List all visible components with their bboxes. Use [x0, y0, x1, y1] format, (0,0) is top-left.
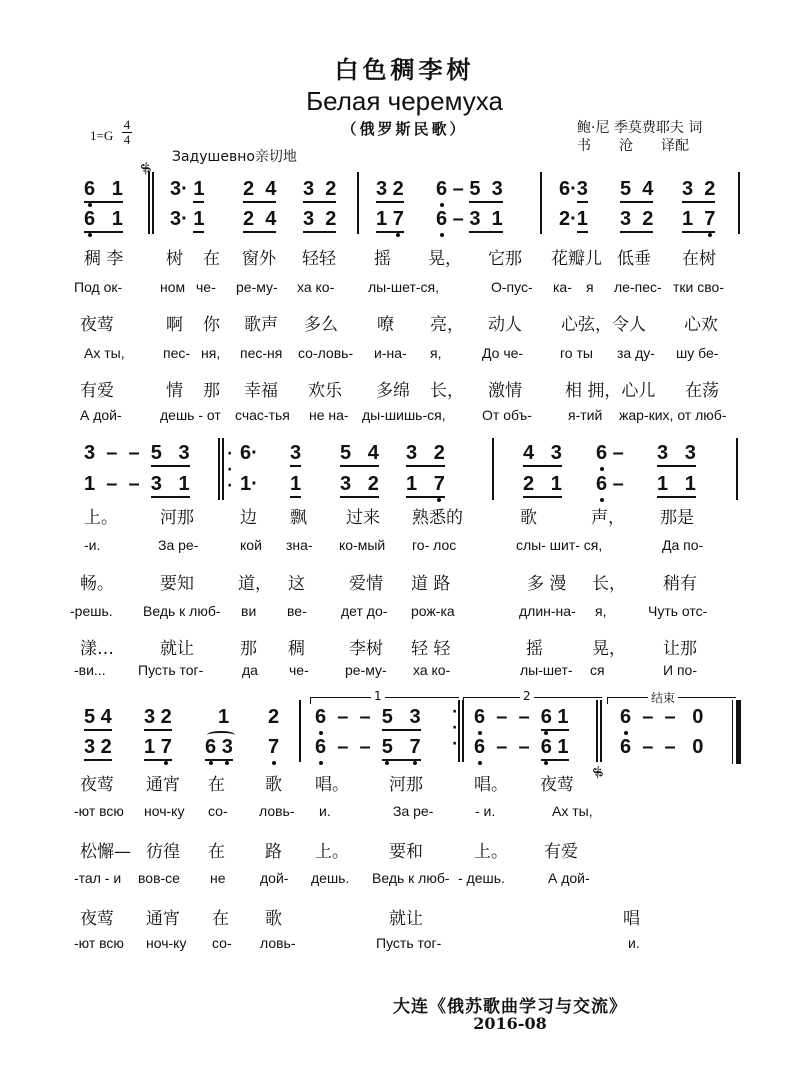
note-group: 6 –	[596, 473, 624, 495]
lyric-ru: я-тий	[568, 407, 603, 423]
lyric-ru: Ах ты,	[84, 345, 125, 361]
note-group: 2·1	[559, 208, 588, 231]
lyric-ru: ды-шишь-ся,	[362, 407, 446, 423]
lyric-ru: счас-тья	[235, 407, 290, 423]
lyric-ru: Да по-	[662, 537, 704, 553]
note-group: 2 1	[523, 473, 562, 496]
note-group: 3 2	[376, 178, 404, 201]
lyric-cn: 在树	[682, 249, 716, 269]
repeat-dots: · · ·	[227, 446, 233, 494]
lyric-cn: 声，	[591, 508, 625, 528]
note-group: 6·3	[559, 178, 588, 201]
segno-icon: 𝄋	[136, 155, 157, 181]
lyric-cn: 通宵	[146, 909, 180, 929]
lyric-cn: 上。	[315, 842, 349, 862]
note-group: 6 – 3 1	[436, 208, 503, 231]
lyric-ru: за ду-	[617, 345, 655, 361]
note-group: 3 2	[406, 442, 445, 465]
lyric-ru: и.	[319, 803, 331, 819]
barline	[736, 438, 738, 500]
lyric-ru: шу бе-	[676, 345, 719, 361]
lyric-cn: 那	[203, 381, 220, 401]
first-ending-bracket	[310, 689, 459, 704]
lyric-ru: лы-шет-	[520, 662, 573, 678]
lyric-ru: ви	[241, 603, 257, 619]
tempo-marking: Задушевно亲切地	[172, 149, 297, 165]
lyric-ru: го- лос	[412, 537, 457, 553]
lyric-cn: 多 漫	[527, 574, 567, 594]
lyric-ru: и.	[628, 935, 640, 951]
lyric-ru: ре-му-	[345, 662, 387, 678]
ending-bracket	[607, 691, 736, 705]
note-group: 7	[268, 736, 280, 758]
note-group: 6 – – 0	[620, 706, 704, 728]
lyric-cn: 长，	[592, 574, 626, 594]
lyric-cn: 你	[203, 315, 220, 335]
note-group: 1 7	[144, 736, 172, 759]
note-group: 1 – – 3 1	[84, 473, 190, 496]
note-group: 2	[268, 706, 280, 728]
lyric-ru: ловь-	[259, 803, 295, 819]
repeat-start-barline	[218, 438, 224, 500]
lyric-cn: 轻轻	[302, 249, 336, 269]
lyric-ru: слы- шит- ся,	[516, 537, 603, 553]
lyric-ru: ном	[160, 279, 186, 295]
lyric-cn: 有爱	[80, 381, 114, 401]
note-group: 1 1	[657, 473, 696, 496]
lyric-ru: О-пус-	[491, 279, 533, 295]
lyric-ru: дешь.	[311, 870, 350, 886]
lyric-ru: -и.	[84, 537, 101, 553]
lyric-ru: не на-	[309, 407, 349, 423]
lyric-cn: 河那	[389, 775, 423, 795]
barline	[738, 172, 740, 234]
key-signature: 1=G	[90, 128, 114, 143]
final-barline	[732, 700, 741, 764]
lyric-cn: 要知	[160, 574, 194, 594]
note-group: 1 7	[682, 208, 715, 231]
lyric-cn: 爱情	[349, 574, 383, 594]
lyric-cn: 欢乐	[308, 381, 342, 401]
barline	[299, 700, 301, 762]
lyric-cn: 李树	[349, 639, 383, 659]
lyric-cn: 河那	[160, 508, 194, 528]
note-group: 4 3	[523, 442, 562, 465]
lyric-cn: 让那	[663, 639, 697, 659]
lyric-cn: 上。	[84, 508, 118, 528]
lyric-cn: 熟悉的	[412, 508, 463, 528]
lyric-cn: 夜莺	[80, 315, 114, 335]
lyric-cn: 唱。	[315, 775, 349, 795]
lyric-ru: зна-	[286, 537, 313, 553]
note-group: 6 – 5 3	[436, 178, 503, 201]
note-group: 6 1	[84, 208, 123, 231]
lyric-cn: 多么	[304, 315, 338, 335]
note-group: 3 – – 5 3	[84, 442, 190, 465]
lyric-ru: За ре-	[158, 537, 199, 553]
lyric-cn: 路	[265, 842, 282, 862]
note-group: 6 – – 5 3	[315, 706, 421, 729]
lyric-cn: 稍有	[663, 574, 697, 594]
lyric-cn: 晃，	[428, 249, 462, 269]
lyric-cn: 边	[240, 508, 257, 528]
lyric-ru: тки сво-	[673, 279, 724, 295]
lyric-cn: 窗外	[242, 249, 276, 269]
note-group: 6 3	[205, 736, 233, 759]
lyric-ru: Ведь к люб-	[143, 603, 221, 619]
lyric-ru: пес-ня	[240, 345, 283, 361]
note-group: 6 – – 6 1	[474, 706, 569, 729]
lyric-cn: 晃，	[592, 639, 626, 659]
note-group: 5 4	[84, 706, 112, 729]
note-group: 5 4	[340, 442, 379, 465]
lyric-cn: 那	[240, 639, 257, 659]
song-origin: （俄罗斯民歌）	[341, 120, 468, 138]
lyric-cn: 松懈—	[80, 842, 131, 862]
lyric-ru: Пусть тог-	[138, 662, 204, 678]
lyric-ru: -ют всю	[74, 935, 124, 951]
segno-icon: 𝄋	[588, 759, 609, 785]
note-group: 3 2	[144, 706, 172, 729]
lyric-ru: и-на-	[374, 345, 407, 361]
lyric-cn: 多绵	[376, 381, 410, 401]
lyric-ru: - и.	[475, 803, 496, 819]
lyric-cn: 上。	[474, 842, 508, 862]
lyric-ru: я,	[595, 603, 607, 619]
song-title-chinese: 白色稠李树	[334, 55, 475, 84]
lyric-cn: 漾…	[80, 639, 114, 659]
lyric-cn: 低垂	[617, 249, 651, 269]
barline	[540, 172, 542, 234]
lyric-ru: -ют всю	[74, 803, 124, 819]
lyric-cn: 在荡	[685, 381, 719, 401]
lyric-cn: 过来	[346, 508, 380, 528]
lyric-cn: 夜莺	[540, 775, 574, 795]
note-group: 1·	[240, 473, 258, 495]
note-group: 3· 1	[170, 208, 204, 231]
lyric-cn: 通宵	[146, 775, 180, 795]
lyric-ru: дешь - от	[160, 407, 221, 423]
second-ending-bracket	[463, 689, 602, 704]
note-group: 6·	[240, 442, 258, 464]
repeat-end-dots: · · ·	[452, 704, 458, 752]
lyric-ru: А дой-	[80, 407, 122, 423]
lyric-ru: да	[242, 662, 258, 678]
lyric-ru: ня,	[201, 345, 221, 361]
lyric-cn: 稠	[288, 639, 305, 659]
note-group: 1 7	[406, 473, 445, 496]
lyric-ru: ве-	[287, 603, 307, 619]
lyric-cn: 畅。	[80, 574, 114, 594]
lyric-ru: А дой-	[548, 870, 590, 886]
lyric-ru: Ведь к люб-	[372, 870, 450, 886]
lyric-cn: 夜莺	[80, 775, 114, 795]
lyric-ru: ха ко-	[413, 662, 451, 678]
lyric-ru: ноч-ку	[144, 803, 185, 819]
lyric-cn: 动人	[488, 315, 522, 335]
lyric-ru: не	[210, 870, 226, 886]
lyric-cn: 轻 轻	[411, 639, 451, 659]
lyric-ru: Ах ты,	[552, 803, 593, 819]
note-group: 1 7	[376, 208, 404, 231]
lyric-cn: 在	[212, 909, 229, 929]
lyric-ru: пес-	[163, 345, 191, 361]
note-group: 1	[290, 473, 301, 496]
ending-label: 结束	[648, 689, 678, 706]
lyric-ru: я	[586, 279, 594, 295]
time-signature	[122, 118, 132, 147]
lyric-ru: -решь.	[70, 603, 113, 619]
note-group: 6 1	[84, 178, 123, 201]
lyric-cn: 唱。	[474, 775, 508, 795]
lyric-cn: 稠 李	[84, 249, 124, 269]
lyric-ru: лы-шет-ся,	[368, 279, 439, 295]
lyric-ru: ловь-	[260, 935, 296, 951]
lyric-ru: со-ловь-	[298, 345, 354, 361]
lyric-ru: го ты	[560, 345, 593, 361]
lyric-ru: - дешь.	[458, 870, 505, 886]
lyric-cn: 心弦，令人	[561, 315, 646, 335]
publication-date: 2016-08	[473, 1014, 547, 1033]
lyric-cn: 这	[288, 574, 305, 594]
lyric-cn: 摇	[526, 639, 543, 659]
lyric-cn: 长，	[430, 381, 464, 401]
lyric-ru: Под ок-	[74, 279, 123, 295]
lyric-cn: 啊	[166, 315, 183, 335]
lyric-ru: ха ко-	[297, 279, 335, 295]
note-group: 5 4	[620, 178, 653, 201]
time-numerator: 4	[123, 117, 131, 132]
lyric-ru: со-	[208, 803, 228, 819]
note-group: 2 4	[243, 208, 276, 231]
song-title-russian: Белая черемуха	[306, 86, 503, 116]
lyric-cn: 歌	[265, 775, 282, 795]
lyric-ru: жар-ких, от люб-	[619, 407, 727, 423]
lyric-cn: 那是	[660, 508, 694, 528]
lyric-ru: дой-	[260, 870, 289, 886]
lyric-cn: 就让	[389, 909, 423, 929]
lyric-ru: До че-	[482, 345, 524, 361]
lyric-ru: вов-се	[138, 870, 180, 886]
note-group: 6 – – 5 7	[315, 736, 421, 759]
time-denominator: 4	[123, 132, 131, 147]
lyric-ru: ле-пес-	[614, 279, 662, 295]
lyric-ru: ноч-ку	[146, 935, 187, 951]
note-group: 1	[218, 706, 230, 728]
note-group: 6 – – 6 1	[474, 736, 569, 759]
lyric-ru: рож-ка	[411, 603, 455, 619]
lyric-cn: 就让	[160, 639, 194, 659]
lyric-cn: 道 路	[411, 574, 451, 594]
lyric-cn: 道，	[238, 574, 272, 594]
lyric-ru: че-	[289, 662, 309, 678]
note-group: 3	[290, 442, 301, 465]
lyric-cn: 树	[166, 249, 183, 269]
lyric-cn: 歌	[520, 508, 537, 528]
lyric-cn: 激情	[488, 381, 522, 401]
note-group: 6 – – 0	[620, 736, 704, 758]
first-ending-label: 1	[371, 689, 385, 703]
lyric-cn: 相 拥，心儿	[565, 381, 656, 401]
lyric-cn: 心欢	[684, 315, 718, 335]
note-group: 3 2	[84, 736, 112, 759]
note-group: 3 3	[657, 442, 696, 465]
lyric-ru: И по-	[663, 662, 697, 678]
lyric-ru: ре-му-	[236, 279, 278, 295]
note-group: 3 2	[620, 208, 653, 231]
note-group: 3 2	[340, 473, 379, 496]
lyric-ru: -ви...	[74, 662, 106, 678]
lyric-cn: 情	[166, 381, 183, 401]
note-group: 3 2	[303, 208, 336, 231]
lyric-cn: 有爱	[544, 842, 578, 862]
arranger-credit: 书 沧 译配	[577, 138, 689, 154]
lyric-cn: 飘	[290, 508, 307, 528]
note-group: 2 4	[243, 178, 276, 201]
lyric-cn: 摇	[374, 249, 391, 269]
lyric-ru: со-	[212, 935, 232, 951]
double-barline	[596, 700, 602, 762]
lyric-cn: 花瓣儿	[551, 249, 602, 269]
lyric-cn: 唱	[623, 909, 640, 929]
lyric-cn: 要和	[389, 842, 423, 862]
lyric-ru: Пусть тог-	[376, 935, 442, 951]
barline	[357, 172, 359, 234]
lyric-cn: 它那	[488, 249, 522, 269]
lyric-cn: 幸福	[244, 381, 278, 401]
lyric-cn: 夜莺	[80, 909, 114, 929]
lyric-cn: 歌声	[244, 315, 278, 335]
lyric-cn: 在	[208, 775, 225, 795]
lyric-ru: ко-мый	[339, 537, 386, 553]
lyric-cn: 彷徨	[146, 842, 180, 862]
source-credit: 大连《俄苏歌曲学习与交流》	[393, 997, 627, 1017]
lyric-ru: -тал - и	[74, 870, 122, 886]
lyric-ru: Чуть отс-	[648, 603, 708, 619]
lyric-cn: 亮，	[430, 315, 464, 335]
repeat-end-barline	[458, 700, 464, 762]
note-group: 3· 1	[170, 178, 204, 201]
lyric-ru: ся	[590, 662, 605, 678]
note-group: 3 2	[682, 178, 715, 201]
lyric-ru: За ре-	[393, 803, 434, 819]
note-group: 6 –	[596, 442, 624, 464]
note-group: 3 2	[303, 178, 336, 201]
lyric-ru: я,	[430, 345, 442, 361]
lyric-cn: 嘹	[377, 315, 394, 335]
barline	[492, 438, 494, 500]
lyric-ru: кой	[240, 537, 262, 553]
lyric-ru: длин-на-	[519, 603, 576, 619]
double-barline	[148, 172, 154, 234]
lyric-ru: дет до-	[341, 603, 388, 619]
lyricist-credit: 鲍·尼 季莫费耶夫 词	[577, 120, 703, 136]
second-ending-label: 2	[520, 689, 534, 703]
lyric-cn: 在	[208, 842, 225, 862]
lyric-ru: че-	[196, 279, 216, 295]
lyric-ru: ка-	[553, 279, 572, 295]
lyric-cn: 在	[203, 249, 220, 269]
lyric-ru: От объ-	[482, 407, 532, 423]
lyric-cn: 歌	[265, 909, 282, 929]
